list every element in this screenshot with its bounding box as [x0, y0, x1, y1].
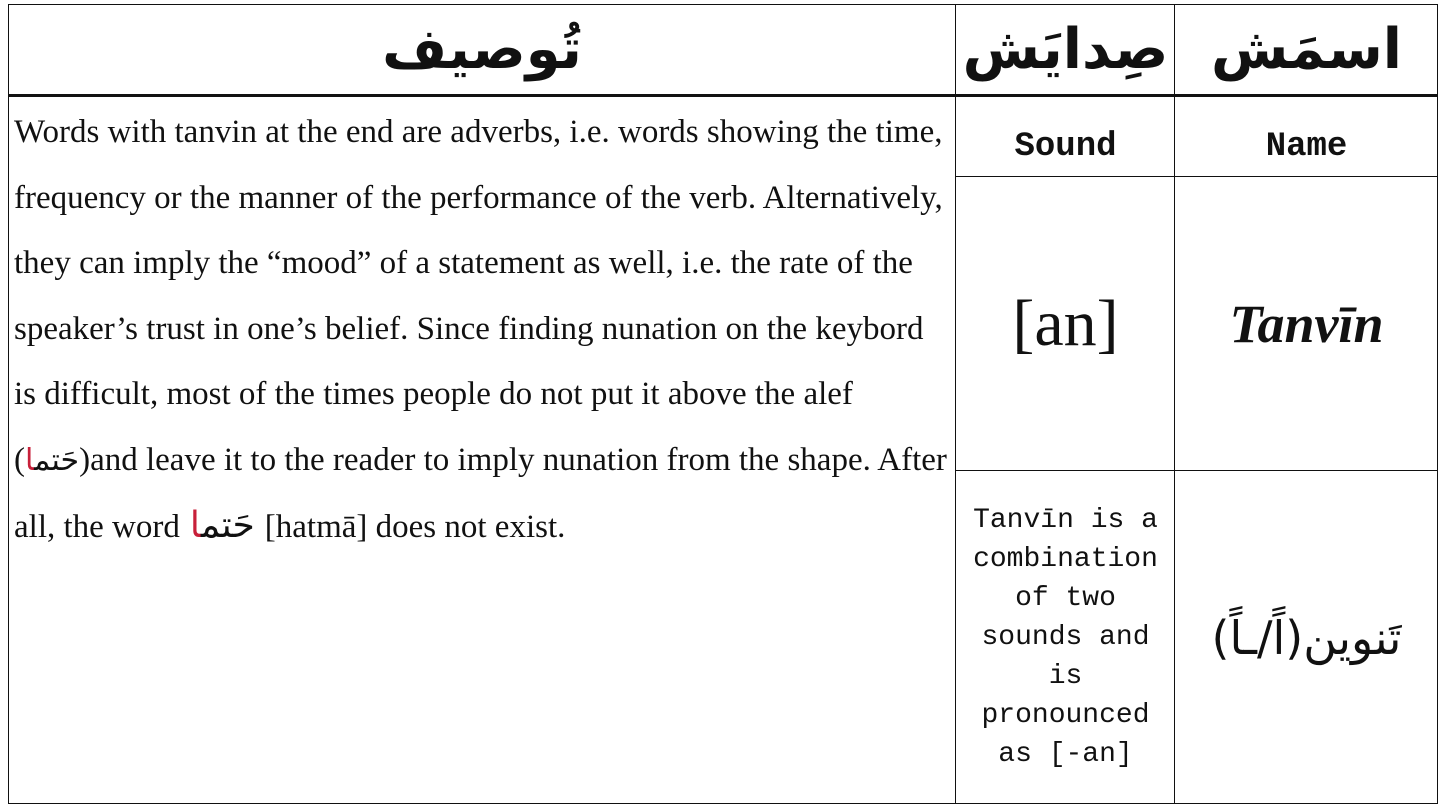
border-left: [8, 4, 9, 804]
column-divider-2: [1174, 4, 1175, 804]
inline-arabic-alef: ا: [25, 442, 35, 478]
description-cell: [8, 96, 956, 804]
column-divider-1: [955, 4, 956, 804]
header-sound: صِدایَش: [962, 17, 1169, 82]
header-name: اسمَش: [1211, 17, 1402, 82]
inline-arabic-word: [25, 443, 79, 478]
name-value: Tanvīn: [1229, 293, 1384, 354]
subheader-name: Name: [1265, 128, 1348, 166]
tanvin-table: [8, 4, 1438, 804]
subheader-sound: Sound: [1014, 128, 1117, 166]
header-rule: [8, 94, 1438, 97]
sound-value: [an]: [1012, 286, 1119, 360]
inline-arabic-base: حَتم: [34, 442, 80, 478]
description-text-3: [hatmā] does not exist.: [264, 509, 566, 545]
row-divider-2: [956, 470, 1438, 471]
border-right: [1437, 4, 1438, 804]
arabic-word-hatma: [180, 505, 265, 546]
arabic-word-alef: ا: [189, 505, 201, 546]
arabic-word-base: حَتم: [200, 505, 255, 546]
name-arabic: تَنوین(اً/ـاً): [1211, 610, 1402, 665]
border-top: [8, 4, 1438, 5]
border-bottom: [8, 803, 1438, 804]
description-text-2: )and leave it to the reader to imply nunation from the shape. After all, the word: [14, 441, 947, 545]
description-text-1: Words with tanvin at the end are adverbs, i.e. words showing the time, frequency or the manner of the performance of the verb. Alternatively, they can imply the “mood” of a statement as well, i.e. the rate of the speaker’s trust in one’s belief. Since finding nunation on the keybord is difficult, most of the times people do not put it above the alef (: [14, 114, 943, 478]
description-paragraph: [14, 100, 950, 561]
sound-note: Tanvīn is a combination of two sounds and is pronounced as [-an]: [973, 505, 1158, 770]
row-divider-1: [956, 176, 1438, 177]
header-description: تُوصیف: [382, 17, 582, 82]
